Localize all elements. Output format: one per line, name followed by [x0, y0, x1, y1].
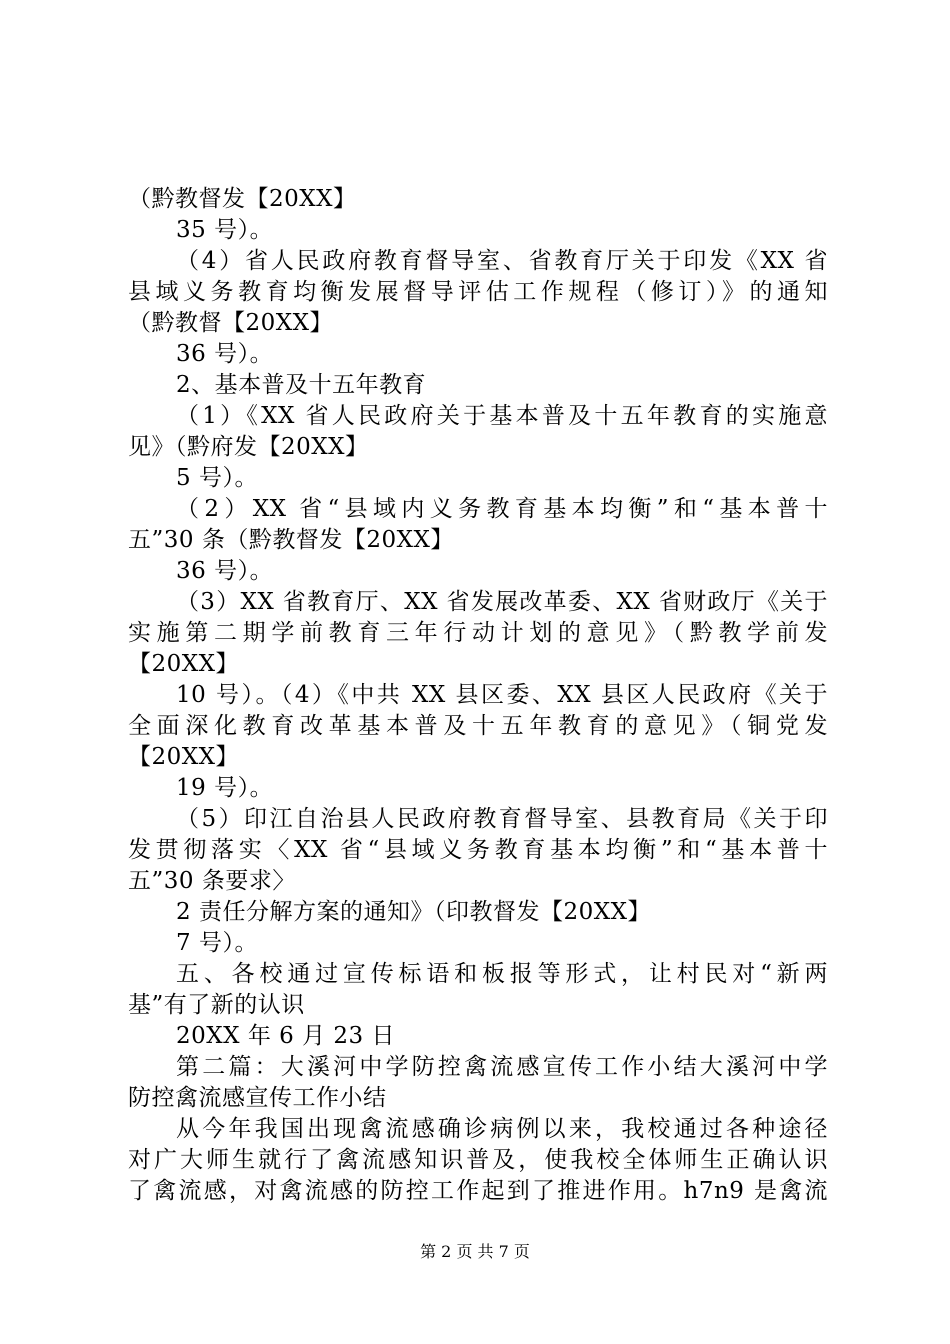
text-line: 2 责任分解方案的通知》（印教督发【20XX】 [176, 899, 651, 925]
text-line: （黔教督【20XX】 [128, 310, 334, 336]
text-line: 10 号）。（4）《中共 XX 县区委、XX 县区人民政府《关于 [176, 682, 828, 708]
text-line: 从今年我国出现禽流感确诊病例以来，我校通过各种途径 [176, 1116, 828, 1142]
text-line: 36 号）。 [176, 558, 274, 584]
text-line: （2）XX 省“县域内义务教育基本均衡”和“基本普十 [176, 496, 828, 522]
text-line: （黔教督发【20XX】 [128, 186, 357, 212]
text-line: 36 号）。 [176, 341, 274, 367]
text-line: （4）省人民政府教育督导室、省教育厅关于印发《XX 省 [176, 248, 828, 274]
text-line: 5 号）。 [176, 465, 258, 491]
text-line: 19 号）。 [176, 775, 274, 801]
text-line: 对广大师生就行了禽流感知识普及，使我校全体师生正确认识 [128, 1147, 828, 1173]
text-line: 县域义务教育均衡发展督导评估工作规程（修订）》的通知 [128, 279, 828, 305]
text-line: 五”30 条要求〉 [128, 868, 296, 894]
text-line: 【20XX】 [128, 744, 240, 770]
text-line: 见》（黔府发【20XX】 [128, 434, 369, 460]
text-line: 7 号）。 [176, 930, 258, 956]
text-line: 全面深化教育改革基本普及十五年教育的意见》（铜党发 [128, 713, 828, 739]
text-line: （1）《XX 省人民政府关于基本普及十五年教育的实施意 [176, 403, 828, 429]
date-line: 20XX 年 6 月 23 日 [176, 1023, 395, 1049]
text-line: （5）印江自治县人民政府教育督导室、县教育局《关于印 [176, 806, 828, 832]
section-heading: 第二篇：大溪河中学防控禽流感宣传工作小结大溪河中学 [176, 1054, 828, 1080]
text-line: 发贯彻落实〈XX 省“县域义务教育基本均衡”和“基本普十 [128, 837, 828, 863]
text-line: 35 号）。 [176, 217, 274, 243]
text-line: 基”有了新的认识 [128, 992, 305, 1018]
text-line: 了禽流感，对禽流感的防控工作起到了推进作用。h7n9 是禽流 [128, 1178, 828, 1204]
page-number: 第 2 页 共 7 页 [420, 1242, 530, 1261]
text-line: （3）XX 省教育厅、XX 省发展改革委、XX 省财政厅《关于 [176, 589, 828, 615]
text-line: 【20XX】 [128, 651, 240, 677]
text-line: 防控禽流感宣传工作小结 [128, 1085, 387, 1111]
text-line: 五、各校通过宣传标语和板报等形式，让村民对“新两 [176, 961, 828, 987]
text-line: 实施第二期学前教育三年行动计划的意见》（黔教学前发 [128, 620, 828, 646]
section-heading: 2、基本普及十五年教育 [176, 372, 427, 398]
text-line: 五”30 条（黔教督发【20XX】 [128, 527, 454, 553]
